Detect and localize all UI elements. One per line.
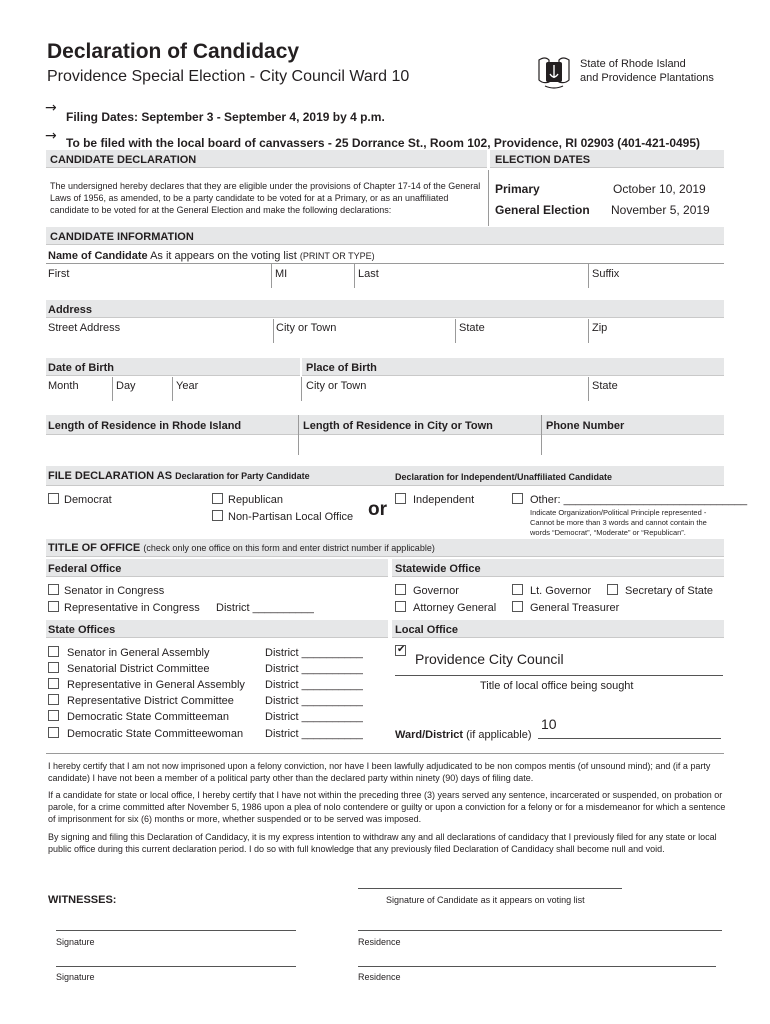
general-election-label: General Election	[495, 203, 590, 217]
witnesses-heading: WITNESSES:	[48, 894, 117, 906]
field-divider	[273, 319, 274, 343]
local-office-checkbox[interactable]	[395, 645, 406, 656]
governor-label: Governor	[413, 585, 459, 597]
lt-governor-checkbox[interactable]	[512, 584, 523, 595]
state-offices-heading: State Offices	[48, 624, 116, 636]
phone-heading: Phone Number	[546, 420, 625, 432]
field-divider	[172, 377, 173, 401]
witness1-signature-line[interactable]	[56, 930, 296, 931]
field-divider	[541, 415, 542, 455]
city-field[interactable]: City or Town	[276, 322, 337, 334]
witness2-residence-line[interactable]	[358, 966, 716, 967]
secretary-of-state-checkbox[interactable]	[607, 584, 618, 595]
form-title: Declaration of Candidacy	[47, 40, 300, 63]
certification-divider	[46, 753, 724, 754]
residence-ri-field[interactable]	[46, 436, 296, 456]
lt-governor-label: Lt. Governor	[530, 585, 592, 597]
senator-assembly-checkbox[interactable]	[48, 646, 59, 657]
certification-felony: I hereby certify that I am not now imprisoned upon a felony conviction, nor have I been lawfully adjudicated to be non compos mentis (of unsound mind); and (if a party candidate) I have not been a member of a political party other than the declared party within ninety (90) days of filing date.	[48, 761, 711, 783]
local-office-heading: Local Office	[395, 624, 458, 636]
title-of-office-heading-row	[48, 542, 435, 554]
street-address-field[interactable]: Street Address	[48, 322, 121, 334]
independent-checkbox[interactable]	[395, 493, 406, 504]
phone-field[interactable]	[543, 436, 723, 456]
state-name-line1: State of Rhode Island	[580, 58, 686, 70]
independent-candidate-label: Declaration for Independent/Unaffiliated Candidate	[395, 472, 613, 482]
nonpartisan-label: Non-Partisan Local Office	[228, 511, 354, 523]
dob-day-field[interactable]: Day	[116, 380, 136, 392]
title-of-office-heading: TITLE OF OFFICE	[48, 542, 141, 554]
file-declaration-heading-row	[48, 470, 310, 482]
attorney-general-checkbox[interactable]	[395, 601, 406, 612]
rep-congress-label: Representative in Congress	[64, 602, 200, 614]
dob-month-field[interactable]: Month	[48, 380, 79, 392]
senatorial-committee-checkbox[interactable]	[48, 662, 59, 673]
secretary-of-state-label: Secretary of State	[625, 585, 714, 597]
dob-year-field[interactable]: Year	[176, 380, 199, 392]
other-note-2: Cannot be more than 3 words and cannot contain the	[530, 518, 707, 527]
pob-state-field[interactable]: State	[592, 380, 618, 392]
candidate-signature-line[interactable]	[358, 888, 622, 889]
local-office-underline	[395, 675, 723, 676]
senatorial-committee-district[interactable]: District __________	[265, 663, 363, 675]
general-treasurer-label: General Treasurer	[530, 602, 620, 614]
rep-assembly-checkbox[interactable]	[48, 678, 59, 689]
pob-city-field[interactable]: City or Town	[306, 380, 367, 392]
committeeman-label: Democratic State Committeeman	[67, 711, 229, 723]
field-divider	[455, 319, 456, 343]
name-row-line	[46, 263, 724, 264]
last-name-field[interactable]: Last	[358, 268, 379, 280]
senator-assembly-label: Senator in General Assembly	[67, 647, 210, 659]
dob-heading: Date of Birth	[48, 362, 114, 374]
candidate-declaration-heading: CANDIDATE DECLARATION	[50, 154, 197, 166]
ward-underline	[538, 738, 721, 739]
residence-city-heading: Length of Residence in City or Town	[303, 420, 493, 432]
arrow-right-icon: →	[45, 128, 57, 144]
state-field[interactable]: State	[459, 322, 485, 334]
first-name-field[interactable]: First	[48, 268, 70, 280]
or-separator: or	[368, 499, 387, 520]
state-seal-logo	[535, 52, 573, 90]
federal-office-heading: Federal Office	[48, 563, 122, 575]
rep-committee-checkbox[interactable]	[48, 694, 59, 705]
rep-assembly-label: Representative in General Assembly	[67, 679, 245, 691]
middle-initial-field[interactable]: MI	[275, 268, 288, 280]
ward-value[interactable]: 10	[541, 716, 557, 732]
attorney-general-label: Attorney General	[413, 602, 497, 614]
title-of-office-note: (check only one office on this form and enter district number if applicable)	[143, 543, 435, 553]
name-note: As it appears on the voting list	[150, 250, 297, 262]
senator-assembly-district[interactable]: District __________	[265, 647, 363, 659]
witness1-residence-label: Residence	[358, 937, 401, 947]
filing-dates: Filing Dates: September 3 - September 4, 2019 by 4 p.m.	[66, 110, 385, 124]
witness2-signature-label: Signature	[56, 972, 95, 982]
field-divider	[301, 377, 302, 401]
republican-label: Republican	[228, 494, 284, 506]
field-divider	[298, 415, 299, 455]
committeewoman-district[interactable]: District __________	[265, 728, 363, 740]
rep-committee-label: Representative District Committee	[67, 695, 234, 707]
witness2-signature-line[interactable]	[56, 966, 296, 967]
statewide-office-heading: Statewide Office	[395, 563, 481, 575]
party-candidate-label: Declaration for Party Candidate	[175, 471, 310, 481]
address-bar	[46, 300, 724, 318]
primary-label: Primary	[495, 182, 540, 196]
rep-assembly-district[interactable]: District __________	[265, 679, 363, 691]
committeewoman-label: Democratic State Committeewoman	[67, 728, 244, 740]
field-divider	[354, 264, 355, 288]
rep-congress-district-field[interactable]: District __________	[216, 602, 314, 614]
arrow-right-icon: →	[45, 100, 57, 116]
ward-note: (if applicable)	[466, 729, 532, 741]
republican-checkbox[interactable]	[212, 493, 223, 504]
residence-city-field[interactable]	[300, 436, 540, 456]
name-of-candidate-row	[48, 250, 375, 262]
name-label: Name of Candidate	[48, 250, 148, 262]
local-office-caption: Title of local office being sought	[480, 680, 634, 692]
witness1-signature-label: Signature	[56, 937, 95, 947]
suffix-field[interactable]: Suffix	[592, 268, 620, 280]
residence-ri-heading: Length of Residence in Rhode Island	[48, 420, 242, 432]
field-divider	[112, 377, 113, 401]
rep-congress-checkbox[interactable]	[48, 601, 59, 612]
candidate-info-heading: CANDIDATE INFORMATION	[50, 231, 194, 243]
general-election-date: November 5, 2019	[611, 203, 710, 217]
committeewoman-checkbox[interactable]	[48, 727, 59, 738]
file-declaration-heading: FILE DECLARATION AS	[48, 470, 173, 482]
other-note-1: Indicate Organization/Political Principle represented -	[530, 508, 707, 517]
certification-sentence: If a candidate for state or local office, I hereby certify that I have not within the preceding three (3) years served any sentence, incarcerated or suspended, on probation or parole, for a crime committed after November 5, 1986 upon a plea of nolo contendere or guilty or upon a conviction for a felony or for a misdemeanor for which a sentence of imprisonment for six (6) months or more, whether suspended or to be served was imposed.	[48, 790, 726, 824]
ward-label: Ward/District	[395, 729, 464, 741]
field-divider	[271, 264, 272, 288]
general-treasurer-checkbox[interactable]	[512, 601, 523, 612]
pob-heading: Place of Birth	[306, 362, 377, 374]
declaration-text: The undersigned hereby declares that they are eligible under the provisions of Chapter 17-14 of the General Laws of 1956, as amended, to be a party candidate to be voted for at a Primary, or as an unaffiliated candidate to be voted for at the General Election and make the following declarations:	[50, 181, 481, 215]
certification-withdraw: By signing and filing this Declaration of Candidacy, it is my express intention to withdraw any and all declarations of candidacy that I previously filed for any state or local public office during this current declaration period. I do so with full knowledge that any previously filed Declaration of Candidacy shall become null and void.	[48, 832, 717, 854]
witness2-residence-label: Residence	[358, 972, 401, 982]
primary-date: October 10, 2019	[613, 182, 706, 196]
field-divider	[588, 377, 589, 401]
field-divider	[588, 319, 589, 343]
declaration-divider	[488, 170, 489, 226]
committeeman-district[interactable]: District __________	[265, 711, 363, 723]
senatorial-committee-label: Senatorial District Committee	[67, 663, 210, 675]
address-heading: Address	[48, 304, 93, 316]
candidate-signature-caption: Signature of Candidate as it appears on voting list	[386, 895, 585, 905]
senator-congress-label: Senator in Congress	[64, 585, 165, 597]
state-name-line2: and Providence Plantations	[580, 72, 714, 84]
zip-field[interactable]: Zip	[592, 322, 608, 334]
committeeman-checkbox[interactable]	[48, 710, 59, 721]
other-field[interactable]: Other: ______________________________	[530, 494, 748, 506]
ward-label-row	[395, 729, 532, 741]
other-note-3: words “Democrat”, “Moderate” or “Republican”.	[530, 528, 686, 537]
governor-checkbox[interactable]	[395, 584, 406, 595]
independent-label: Independent	[413, 494, 475, 506]
field-divider	[588, 264, 589, 288]
filing-location: To be filed with the local board of canvassers - 25 Dorrance St., Room 102, Providence, RI 02903 (401-421-0495)	[66, 136, 701, 150]
nonpartisan-checkbox[interactable]	[212, 510, 223, 521]
witness1-residence-line[interactable]	[358, 930, 722, 931]
rep-committee-district[interactable]: District __________	[265, 695, 363, 707]
election-dates-heading: ELECTION DATES	[495, 154, 591, 166]
democrat-label: Democrat	[64, 494, 112, 506]
senator-congress-checkbox[interactable]	[48, 584, 59, 595]
democrat-checkbox[interactable]	[48, 493, 59, 504]
local-office-value[interactable]: Providence City Council	[415, 651, 564, 667]
name-note-print: (PRINT OR TYPE)	[299, 251, 375, 261]
form-subtitle: Providence Special Election - City Council Ward 10	[47, 68, 410, 85]
other-checkbox[interactable]	[512, 493, 523, 504]
